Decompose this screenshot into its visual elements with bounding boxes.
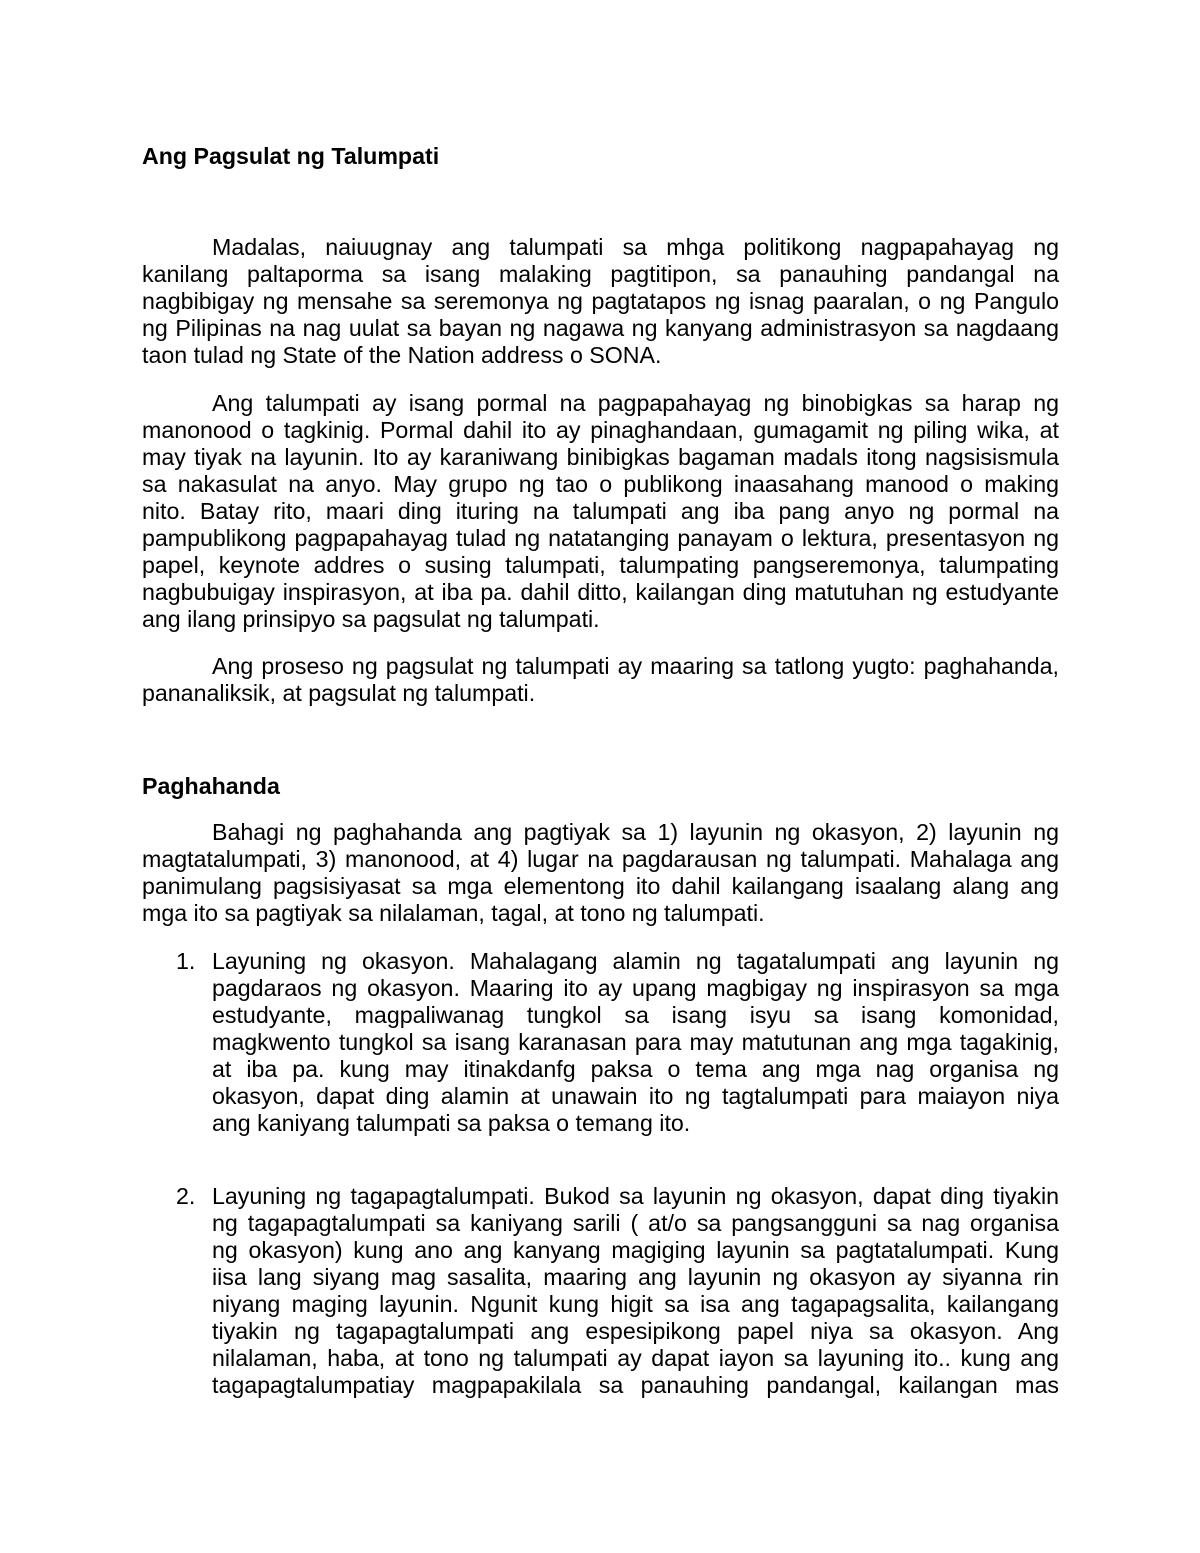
paragraph-line: ang ilang prinsipyo sa pagsulat ng talumpati. [142, 606, 600, 632]
paragraph-line: pampublikong pagpapahayag tulad ng natatanging panayam o lektura, presentasyon ng [142, 525, 1059, 551]
intro-paragraph-3 [142, 653, 1059, 707]
list-marker: 2. [176, 1183, 196, 1209]
list-item-2 [176, 1183, 1059, 1399]
paragraph-line: taon tulad ng State of the Nation address o SONA. [142, 342, 662, 368]
paragraph-line: may tiyak na layunin. Ito ay karaniwang binibigkas bagaman madals itong nagsisismula [142, 444, 1059, 470]
paragraph-line: papel, keynote addres o susing talumpati, talumpating pangseremonya, talumpating [142, 552, 1059, 578]
paragraph-line: ng Pilipinas na nag uulat sa bayan ng nagawa ng kanyang administrasyon sa nagdaang [142, 315, 1059, 341]
paragraph-line: niyang maging layunin. Ngunit kung higit sa isa ang tagapagsalita, kailangang [212, 1291, 1059, 1317]
paragraph-line: Layuning ng tagapagtalumpati. Bukod sa layunin ng okasyon, dapat ding tiyakin [212, 1183, 1059, 1209]
paragraph-line: manonood o tagkinig. Pormal dahil ito ay pinaghandaan, gumagamit ng piling wika, at [142, 417, 1059, 443]
paragraph-line: nagbubuigay inspirasyon, at iba pa. dahil ditto, kailangan ding matutuhan ng estudyante [142, 579, 1059, 605]
paragraph-line: magtatalumpati, 3) manonood, at 4) lugar na pagdarausan ng talumpati. Mahalaga ang [142, 846, 1059, 872]
paragraph-line: sa nakasulat na anyo. May grupo ng tao o publikong inaasahang manood o making [142, 471, 1059, 497]
paragraph-line: mga ito sa pagtiyak sa nilalaman, tagal, at tono ng talumpati. [142, 900, 765, 926]
document-title: Ang Pagsulat ng Talumpati [142, 143, 440, 169]
paragraph-line: pananaliksik, at pagsulat ng talumpati. [142, 680, 536, 706]
section-paragraph-1 [142, 819, 1059, 927]
paragraph-line: tagapagtalumpatiay magpapakilala sa panauhing pandangal, kailangan mas [212, 1372, 1059, 1398]
list-marker: 1. [176, 948, 196, 974]
paragraph-line: pagdaraos ng okasyon. Maaring ito ay upang magbigay ng inspirasyon sa mga [212, 975, 1059, 1001]
list-item-1 [176, 948, 1059, 1137]
paragraph-line: estudyante, magpaliwanag tungkol sa isang isyu sa isang komonidad, [212, 1002, 1059, 1028]
paragraph-line: ng tagapagtalumpati sa kaniyang sarili ( at/o sa pangsangguni sa nag organisa [212, 1210, 1059, 1236]
paragraph-line: kanilang paltaporma sa isang malaking pagtitipon, sa panauhing pandangal na [142, 261, 1059, 287]
paragraph-line: Ang proseso ng pagsulat ng talumpati ay maaring sa tatlong yugto: paghahanda, [212, 653, 1059, 679]
paragraph-line: Madalas, naiuugnay ang talumpati sa mhga politikong nagpapahayag ng [212, 234, 1059, 260]
intro-paragraph-2 [142, 390, 1059, 633]
paragraph-line: Ang talumpati ay isang pormal na pagpapahayag ng binobigkas sa harap ng [212, 390, 1059, 416]
paragraph-line: Bahagi ng paghahanda ang pagtiyak sa 1) layunin ng okasyon, 2) layunin ng [212, 819, 1059, 845]
paragraph-line: ang kaniyang talumpati sa paksa o temang ito. [212, 1110, 691, 1136]
paragraph-line: nagbibigay ng mensahe sa seremonya ng pagtatapos ng isnag paaralan, o ng Pangulo [142, 288, 1059, 314]
paragraph-line: Layuning ng okasyon. Mahalagang alamin ng tagatalumpati ang layunin ng [212, 948, 1059, 974]
paragraph-line: tiyakin ng tagapagtalumpati ang espesipikong papel niya sa okasyon. Ang [212, 1318, 1059, 1344]
paragraph-line: nilalaman, haba, at tono ng talumpati ay dapat iayon sa layuning ito.. kung ang [212, 1345, 1059, 1371]
paragraph-line: nito. Batay rito, maari ding ituring na talumpati ang iba pang anyo ng pormal na [142, 498, 1059, 524]
paragraph-line: iisa lang siyang mag sasalita, maaring ang layunin ng okasyon ay siyanna rin [212, 1264, 1059, 1290]
paragraph-line: magkwento tungkol sa isang karanasan para may matutunan ang mga tagakinig, [212, 1029, 1059, 1055]
intro-paragraph-1 [142, 234, 1059, 369]
paragraph-line: at iba pa. kung may itinakdanfg paksa o tema ang mga nag organisa ng [212, 1056, 1059, 1082]
paragraph-line: okasyon, dapat ding alamin at unawain ito ng tagtalumpati para maiayon niya [212, 1083, 1059, 1109]
paragraph-line: ng okasyon) kung ano ang kanyang magiging layunin sa pagtatalumpati. Kung [212, 1237, 1059, 1263]
section-heading: Paghahanda [142, 773, 280, 799]
paragraph-line: panimulang pagsisiyasat sa mga elementong ito dahil kailangang isaalang alang ang [142, 873, 1059, 899]
